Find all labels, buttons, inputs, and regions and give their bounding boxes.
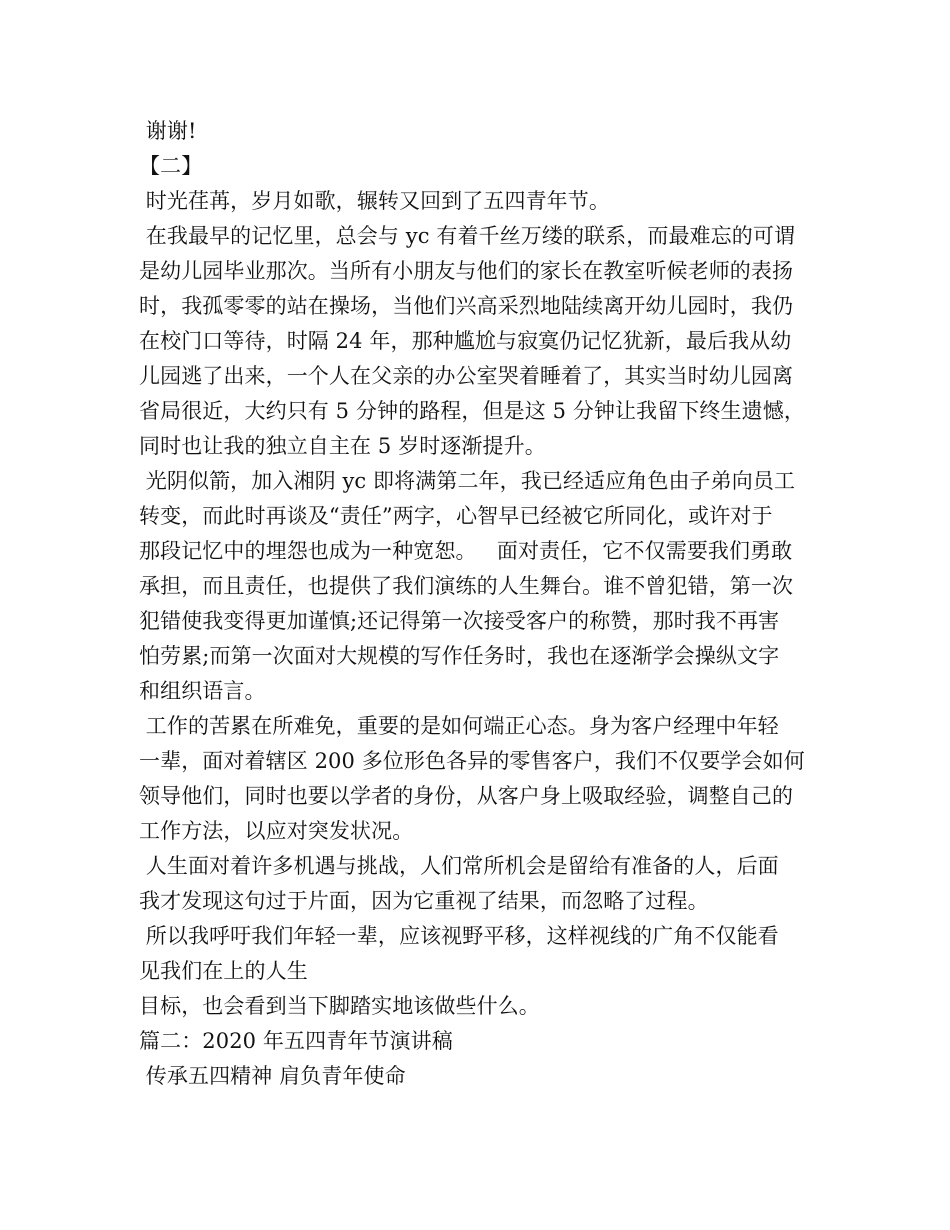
text-line: 工作的苦累在所难免，重要的是如何端正心态。身为客户经理中年轻	[139, 714, 779, 738]
text-line: 和组织语言。	[139, 679, 266, 703]
text-line: 所以我呼吁我们年轻一辈，应该视野平移，这样视线的广角不仅能看	[139, 924, 779, 948]
text-line: 承担，而且责任，也提供了我们演练的人生舞台。谁不曾犯错，第一次	[139, 574, 794, 598]
article-subtitle: 传承五四精神 肩负青年使命	[139, 1064, 406, 1088]
text-line: 光阴似箭，加入湘阴 yc 即将满第二年，我已经适应角色由子弟向员工	[139, 469, 796, 493]
text-line: 是幼儿园毕业那次。当所有小朋友与他们的家长在教室听候老师的表扬	[139, 259, 794, 283]
text-line: 谢谢!	[139, 119, 197, 143]
text-line: 时光荏苒，岁月如歌，辗转又回到了五四青年节。	[139, 189, 610, 213]
article-heading: 篇二：2020 年五四青年节演讲稿	[139, 1029, 453, 1053]
text-line: 那段记忆中的埋怨也成为一种宽恕。 面对责任，它不仅需要我们勇敢	[139, 539, 793, 563]
text-line: 儿园逃了出来，一个人在父亲的办公室哭着睡着了，其实当时幼儿园离	[139, 364, 794, 388]
text-line: 犯错使我变得更加谨慎;还记得第一次接受客户的称赞，那时我不再害	[139, 609, 780, 633]
text-line: 省局很近，大约只有 5 分钟的路程，但是这 5 分钟让我留下终生遗憾，	[139, 399, 805, 423]
text-line: 领导他们，同时也要以学者的身份，从客户身上吸取经验，调整自己的	[139, 784, 794, 808]
text-line: 我才发现这句过于片面，因为它重视了结果，而忽略了过程。	[139, 889, 709, 913]
text-line: 转变，而此时再谈及“责任”两字，心智早已经被它所同化，或许对于	[139, 504, 773, 528]
document-body	[139, 114, 819, 1094]
text-line: 同时也让我的独立自主在 5 岁时逐渐提升。	[139, 434, 546, 458]
section-heading: 【二】	[139, 154, 203, 178]
text-line: 一辈，面对着辖区 200 多位形色各异的零售客户，我们不仅要学会如何	[139, 749, 805, 773]
text-line: 怕劳累;而第一次面对大规模的写作任务时，我也在逐渐学会操纵文字	[139, 644, 780, 668]
text-line: 在我最早的记忆里，总会与 yc 有着千丝万缕的联系，而最难忘的可谓	[139, 224, 796, 248]
text-line: 在校门口等待，时隔 24 年，那种尴尬与寂寞仍记忆犹新，最后我从幼	[139, 329, 792, 353]
text-line: 时，我孤零零的站在操场，当他们兴高采烈地陆续离开幼儿园时，我仍	[139, 294, 794, 318]
text-line: 见我们在上的人生	[139, 959, 308, 983]
text-line: 目标，也会看到当下脚踏实地该做些什么。	[139, 994, 540, 1018]
text-line: 人生面对着许多机遇与挑战，人们常所机会是留给有准备的人，后面	[139, 854, 779, 878]
text-line: 工作方法，以应对突发状况。	[139, 819, 414, 843]
